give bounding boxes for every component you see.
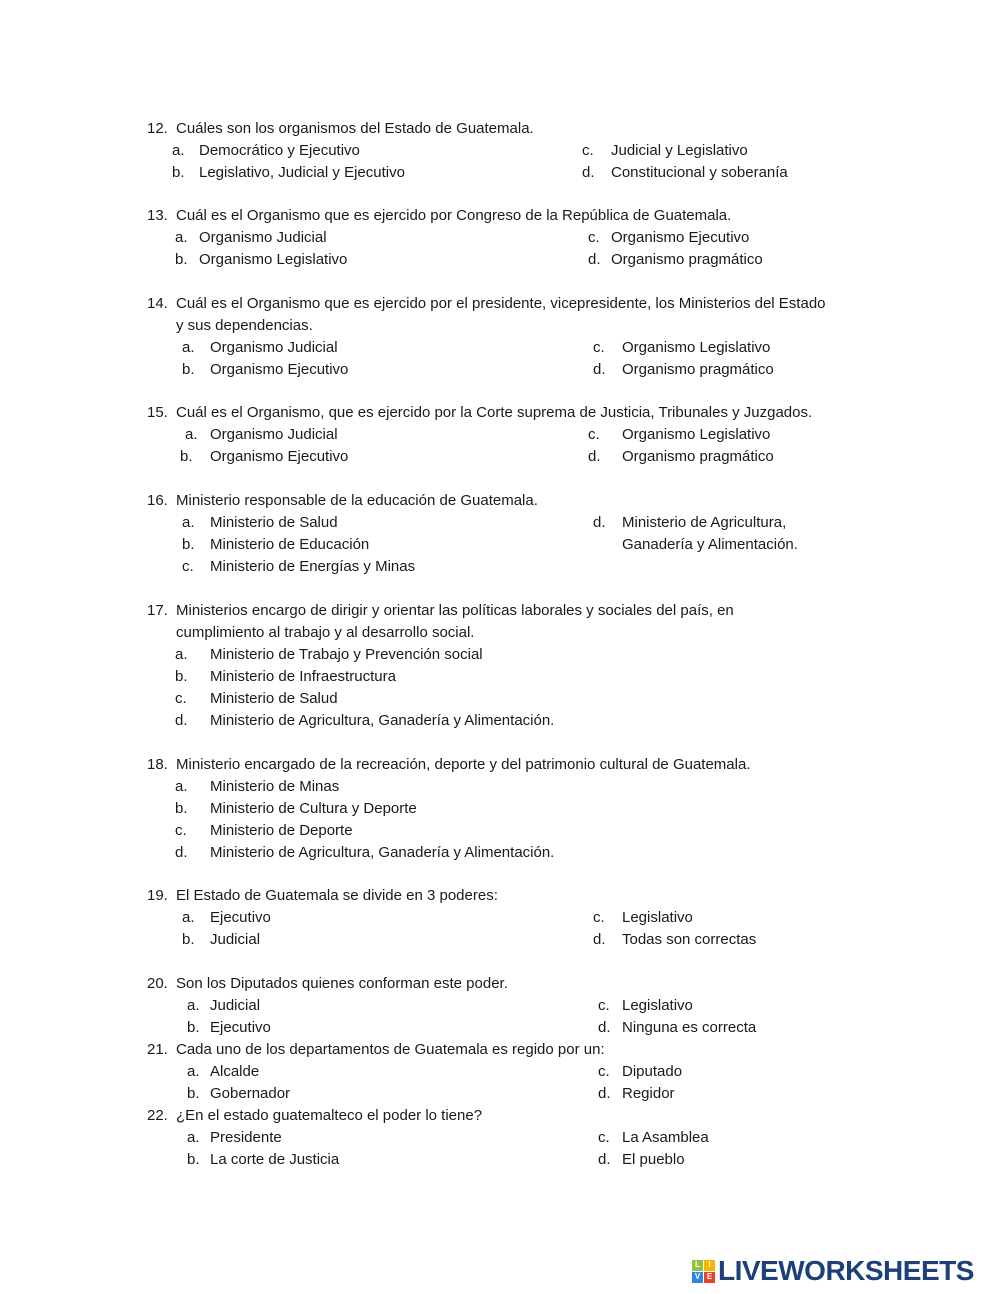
option-text[interactable]: Organismo Ejecutivo (611, 229, 750, 246)
option-text[interactable]: Organismo pragmático (611, 251, 763, 268)
option-text[interactable]: Todas son correctas (622, 931, 757, 948)
option-letter: c. (598, 1063, 610, 1080)
option-text[interactable]: Ministerio de Infraestructura (210, 668, 396, 685)
option-letter: b. (187, 1019, 200, 1036)
option-letter: a. (172, 142, 185, 159)
question-text: Cada uno de los departamentos de Guatemala es regido por un: (176, 1041, 605, 1058)
logo-tile: V (692, 1272, 703, 1283)
option-letter: d. (593, 361, 606, 378)
option-text[interactable]: Ninguna es correcta (622, 1019, 757, 1036)
option-letter: d. (588, 251, 601, 268)
question-number: 20. (147, 975, 168, 992)
option-text[interactable]: Ministerio de Agricultura, Ganadería y Alimentación. (210, 712, 555, 729)
question-text: Cuál es el Organismo que es ejercido por el presidente, vicepresidente, los Ministerios del Estado (176, 295, 826, 312)
option-text[interactable]: Ejecutivo (210, 1019, 271, 1036)
option-text[interactable]: Gobernador (210, 1085, 291, 1102)
question-number: 22. (147, 1107, 168, 1124)
question-number: 12. (147, 120, 168, 137)
question-text: Ministerio responsable de la educación de Guatemala. (176, 492, 538, 509)
logo-tile: I (704, 1260, 715, 1271)
option-letter: b. (172, 164, 185, 181)
question-number: 16. (147, 492, 168, 509)
option-text[interactable]: Organismo pragmático (622, 361, 774, 378)
option-text[interactable]: Judicial (210, 931, 261, 948)
option-text[interactable]: El pueblo (622, 1151, 685, 1168)
option-letter: c. (175, 822, 187, 839)
option-text[interactable]: Organismo Legislativo (622, 339, 771, 356)
option-letter: a. (175, 778, 188, 795)
option-letter: d. (593, 931, 606, 948)
question-number: 15. (147, 404, 168, 421)
option-text[interactable]: Legislativo (622, 909, 693, 926)
option-letter: a. (187, 997, 200, 1014)
option-text[interactable]: Ministerio de Energías y Minas (210, 558, 416, 575)
option-text[interactable]: Judicial (210, 997, 261, 1014)
option-text[interactable]: Organismo Legislativo (199, 251, 348, 268)
option-letter: b. (175, 668, 188, 685)
option-text[interactable]: Judicial y Legislativo (611, 142, 748, 159)
liveworksheets-logo (692, 1255, 974, 1287)
question-text: Cuál es el Organismo que es ejercido por Congreso de la República de Guatemala. (176, 207, 732, 224)
option-text[interactable]: Ministerio de Educación (210, 536, 370, 553)
question-text: El Estado de Guatemala se divide en 3 poderes: (176, 887, 498, 904)
option-letter: b. (187, 1085, 200, 1102)
option-letter: c. (182, 558, 194, 575)
option-text-continued[interactable]: Ganadería y Alimentación. (622, 536, 798, 553)
option-text[interactable]: Organismo Judicial (199, 229, 327, 246)
option-text[interactable]: Ministerio de Cultura y Deporte (210, 800, 417, 817)
option-letter: a. (175, 646, 188, 663)
question-number: 14. (147, 295, 168, 312)
option-text[interactable]: Ministerio de Deporte (210, 822, 353, 839)
question-text: Son los Diputados quienes conforman este poder. (176, 975, 508, 992)
question-number: 17. (147, 602, 168, 619)
option-letter: b. (180, 448, 193, 465)
option-text[interactable]: Organismo Ejecutivo (210, 448, 349, 465)
option-letter: c. (175, 690, 187, 707)
question-text: Ministerios encargo de dirigir y orientar las políticas laborales y sociales del país, en (176, 602, 734, 619)
option-letter: b. (187, 1151, 200, 1168)
question-text: Cuál es el Organismo, que es ejercido por la Corte suprema de Justicia, Tribunales y Juzgados. (176, 404, 813, 421)
logo-wordmark: LIVEWORKSHEETS (718, 1255, 974, 1286)
question-number: 21. (147, 1041, 168, 1058)
option-text[interactable]: Constitucional y soberanía (611, 164, 788, 181)
option-text[interactable]: Organismo Ejecutivo (210, 361, 349, 378)
question-text-continued: y sus dependencias. (176, 317, 313, 334)
option-text[interactable]: Organismo pragmático (622, 448, 774, 465)
option-letter: d. (598, 1151, 611, 1168)
option-letter: a. (182, 514, 195, 531)
option-text[interactable]: Alcalde (210, 1063, 260, 1080)
option-text[interactable]: Ministerio de Minas (210, 778, 340, 795)
option-letter: a. (175, 229, 188, 246)
option-letter: a. (182, 339, 195, 356)
option-letter: c. (593, 339, 605, 356)
option-text[interactable]: Organismo Judicial (210, 339, 338, 356)
option-letter: a. (187, 1129, 200, 1146)
option-text[interactable]: Ejecutivo (210, 909, 271, 926)
option-text[interactable]: Organismo Legislativo (622, 426, 771, 443)
option-letter: c. (588, 426, 600, 443)
option-letter: d. (593, 514, 606, 531)
question-text-continued: cumplimiento al trabajo y al desarrollo social. (176, 624, 475, 641)
option-text[interactable]: Ministerio de Salud (210, 690, 338, 707)
question-number: 13. (147, 207, 168, 224)
option-letter: b. (175, 251, 188, 268)
option-letter: b. (182, 931, 195, 948)
option-text[interactable]: Ministerio de Trabajo y Prevención social (210, 646, 483, 663)
logo-tiles-icon (692, 1260, 715, 1283)
question-text: Ministerio encargado de la recreación, deporte y del patrimonio cultural de Guatemala. (176, 756, 751, 773)
option-text[interactable]: La Asamblea (622, 1129, 709, 1146)
option-letter: a. (187, 1063, 200, 1080)
option-letter: c. (588, 229, 600, 246)
option-letter: c. (582, 142, 594, 159)
option-text[interactable]: Ministerio de Agricultura, Ganadería y Alimentación. (210, 844, 555, 861)
option-letter: d. (582, 164, 595, 181)
option-letter: d. (175, 712, 188, 729)
option-text[interactable]: Ministerio de Agricultura, (622, 514, 787, 531)
question-text: ¿En el estado guatemalteco el poder lo tiene? (176, 1107, 483, 1124)
option-letter: d. (588, 448, 601, 465)
option-text[interactable]: Legislativo (622, 997, 693, 1014)
option-text[interactable]: Diputado (622, 1063, 683, 1080)
option-text[interactable]: Organismo Judicial (210, 426, 338, 443)
option-letter: a. (185, 426, 198, 443)
option-text[interactable]: Democrático y Ejecutivo (199, 142, 360, 159)
option-letter: d. (598, 1085, 611, 1102)
option-letter: c. (593, 909, 605, 926)
option-letter: d. (598, 1019, 611, 1036)
option-text[interactable]: Ministerio de Salud (210, 514, 338, 531)
logo-tile: L (692, 1260, 703, 1271)
option-letter: d. (175, 844, 188, 861)
question-number: 19. (147, 887, 168, 904)
option-text[interactable]: La corte de Justicia (210, 1151, 340, 1168)
option-letter: c. (598, 1129, 610, 1146)
option-text[interactable]: Legislativo, Judicial y Ejecutivo (199, 164, 405, 181)
option-text[interactable]: Regidor (622, 1085, 675, 1102)
option-letter: b. (182, 361, 195, 378)
option-letter: c. (598, 997, 610, 1014)
logo-tile: E (704, 1272, 715, 1283)
option-letter: a. (182, 909, 195, 926)
option-text[interactable]: Presidente (210, 1129, 282, 1146)
option-letter: b. (182, 536, 195, 553)
option-letter: b. (175, 800, 188, 817)
question-number: 18. (147, 756, 168, 773)
question-text: Cuáles son los organismos del Estado de Guatemala. (176, 120, 534, 137)
